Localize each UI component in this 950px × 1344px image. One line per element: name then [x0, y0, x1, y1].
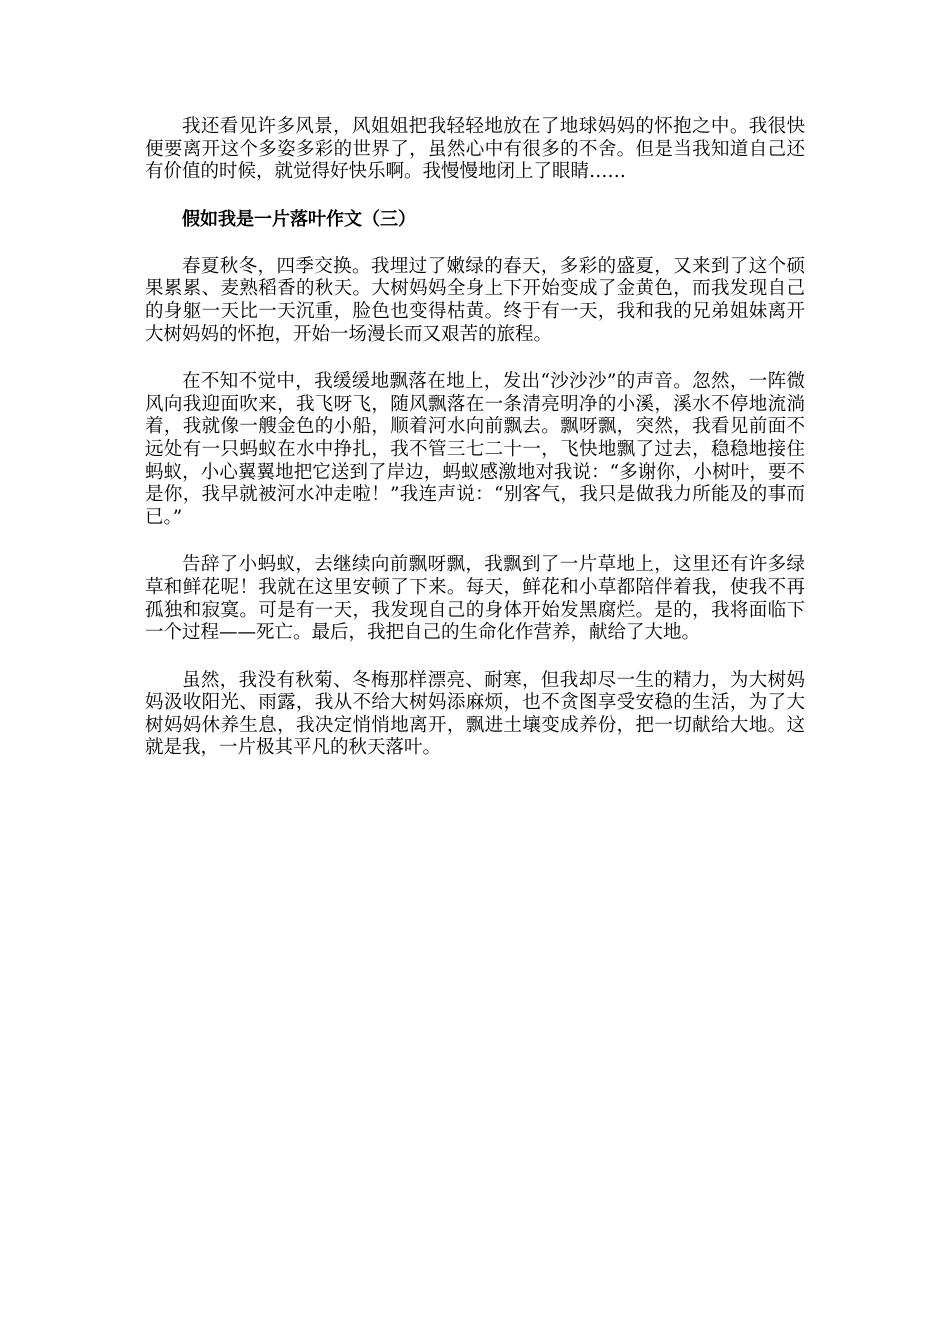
paragraph-3: 告辞了小蚂蚁，去继续向前飘呀飘，我飘到了一片草地上，这里还有许多绿草和鲜花呢！我就在这里安顿了下来。每天，鲜花和小草都陪伴着我，使我不再孤独和寂寞。可是有一天，我发现自己的身体开始发黑腐烂。是的，我将面临下一个过程——死亡。最后，我把自己的生命化作营养，献给了大地。	[145, 554, 805, 644]
document-page	[145, 116, 805, 785]
intro-paragraph: 我还看见许多风景，风姐姐把我轻轻地放在了地球妈妈的怀抱之中。我很快便要离开这个多姿多彩的世界了，虽然心中有很多的不舍。但是当我知道自己还有价值的时候，就觉得好快乐啊。我慢慢地闭上了眼睛……	[145, 116, 805, 183]
section-title: 假如我是一片落叶作文（三）	[182, 208, 416, 230]
paragraph-1: 春夏秋冬，四季交换。我埋过了嫩绿的春天，多彩的盛夏，又来到了这个硕果累累、麦熟稻香的秋天。大树妈妈全身上下开始变成了金黄色，而我发现自己的身躯一天比一天沉重，脸色也变得枯黄。终于有一天，我和我的兄弟姐妹离开大树妈妈的怀抱，开始一场漫长而又艰苦的旅程。	[145, 255, 805, 345]
paragraph-4: 虽然，我没有秋菊、冬梅那样漂亮、耐寒，但我却尽一生的精力，为大树妈妈汲收阳光、雨露，我从不给大树妈添麻烦，也不贪图享受安稳的生活，为了大树妈妈休养生息，我决定悄悄地离开，飘进土壤变成养份，把一切献给大地。这就是我，一片极其平凡的秋天落叶。	[145, 669, 805, 759]
paragraph-2: 在不知不觉中，我缓缓地飘落在地上，发出“沙沙沙”的声音。忽然，一阵微风向我迎面吹来，我飞呀飞，随风飘落在一条清亮明净的小溪，溪水不停地流淌着，我就像一艘金色的小船，顺着河水向前飘去。飘呀飘，突然，我看见前面不远处有一只蚂蚁在水中挣扎，我不管三七二十一，飞快地飘了过去，稳稳地接住蚂蚁，小心翼翼地把它送到了岸边，蚂蚁感激地对我说：“多谢你，小树叶，要不是你，我早就被河水冲走啦！”我连声说：“别客气，我只是做我力所能及的事而已。”	[145, 371, 805, 528]
